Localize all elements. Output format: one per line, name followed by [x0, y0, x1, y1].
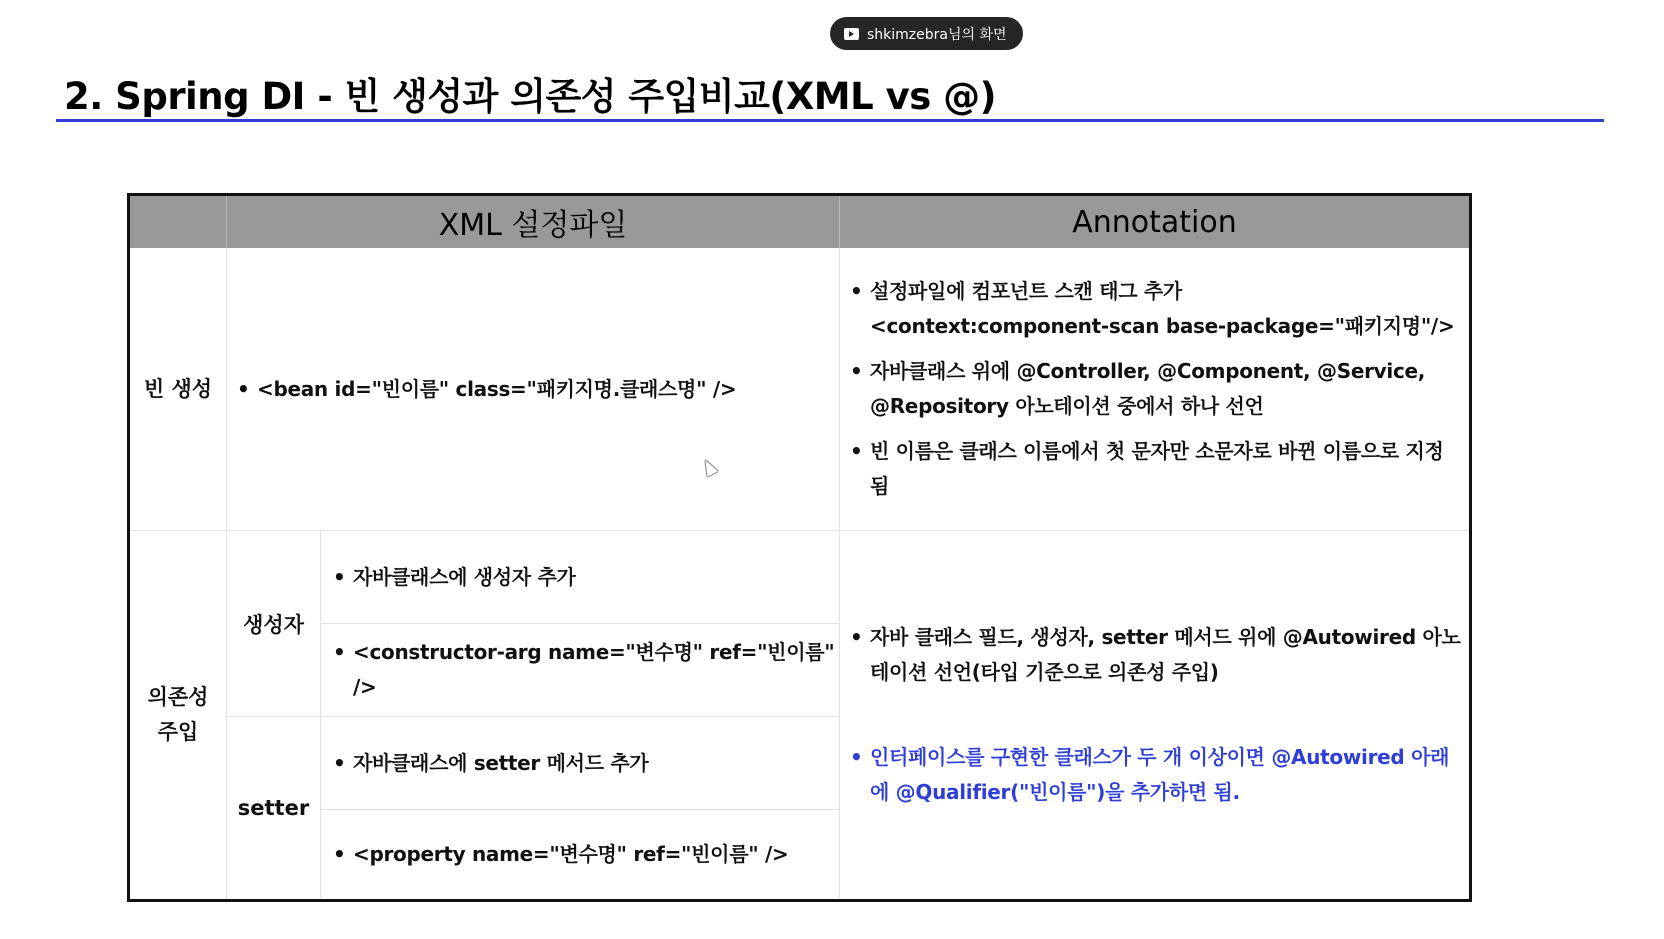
- annotation-dependency-injection-cell: [840, 531, 1469, 899]
- annotation-bean-creation-cell: [840, 248, 1469, 531]
- sub-label-setter: setter: [227, 717, 321, 899]
- comparison-table: [127, 193, 1472, 902]
- xml-setter-item: • <property name="변수명" ref="빈이름" />: [331, 837, 788, 872]
- xml-setter-cell: [321, 810, 840, 899]
- slide-title: 2. Spring DI - 빈 생성과 의존성 주입비교(XML vs @): [64, 75, 997, 118]
- screen-share-icon: [844, 28, 859, 40]
- annotation-bean-item: • 자바클래스 위에 @Controller, @Component, @Service, @Repository 아노테이션 중에서 하나 선언: [848, 354, 1461, 424]
- xml-setter-cell: [321, 717, 840, 810]
- row-label-bean-creation: 빈 생성: [130, 248, 227, 531]
- screen-share-label: shkimzebra님의 화면: [867, 26, 1007, 43]
- sub-label-constructor: 생성자: [227, 531, 321, 717]
- annotation-di-item: • 자바 클래스 필드, 생성자, setter 메서드 위에 @Autowired 아노 테이션 선언(타입 기준으로 의존성 주입): [848, 620, 1461, 690]
- xml-bean-tag: • <bean id="빈이름" class="패키지명.클래스명" />: [235, 372, 736, 407]
- title-underline: [56, 119, 1604, 122]
- row-label-dependency-injection: 의존성 주입: [130, 531, 227, 899]
- xml-bean-creation-cell: [227, 248, 840, 531]
- header-corner-cell: [130, 196, 227, 248]
- xml-constructor-item: • 자바클래스에 생성자 추가: [331, 560, 576, 595]
- header-annotation: Annotation: [840, 196, 1469, 248]
- xml-constructor-cell: [321, 531, 840, 624]
- screen-share-indicator[interactable]: [830, 17, 1023, 50]
- xml-setter-item: • 자바클래스에 setter 메서드 추가: [331, 746, 648, 781]
- xml-constructor-cell: [321, 624, 840, 717]
- header-xml: XML 설정파일: [227, 196, 840, 248]
- annotation-bean-item: • 빈 이름은 클래스 이름에서 첫 문자만 소문자로 바뀐 이름으로 지정됨: [848, 434, 1461, 504]
- xml-constructor-item: • <constructor-arg name="변수명" ref="빈이름" />: [331, 635, 839, 705]
- annotation-bean-item: • 설정파일에 컴포넌트 스캔 태그 추가 <context:component-scan base-package="패키지명"/>: [848, 274, 1461, 344]
- annotation-di-highlight-item: • 인터페이스를 구현한 클래스가 두 개 이상이면 @Autowired 아래 에 @Qualifier("빈이름")을 추가하면 됨.: [848, 740, 1461, 810]
